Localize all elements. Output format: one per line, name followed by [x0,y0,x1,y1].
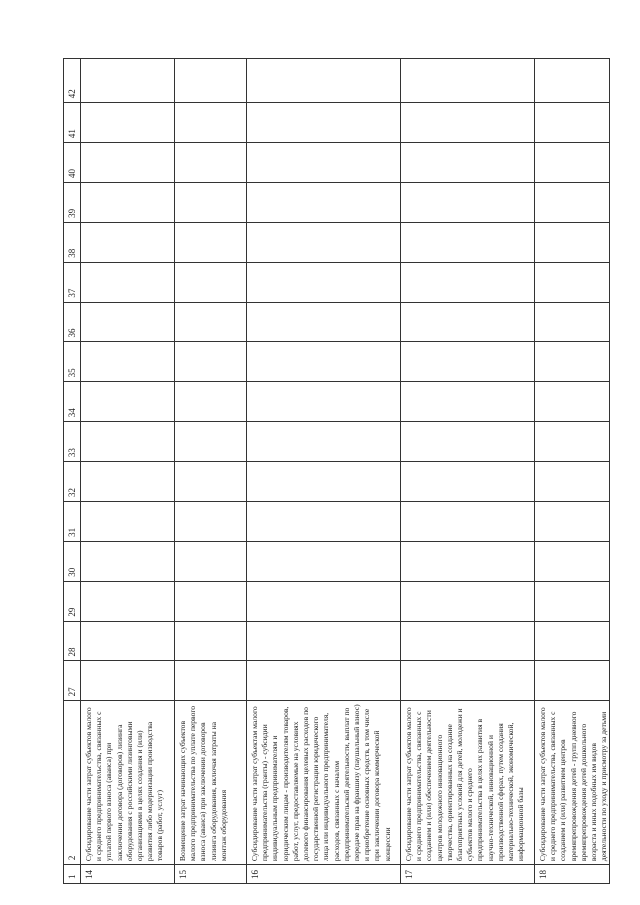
empty-cell [401,342,535,382]
empty-cell [401,422,535,462]
table-row [247,59,401,884]
table-row [175,59,247,884]
column-header: 29 [64,581,81,621]
empty-cell [247,661,401,701]
empty-cell [175,103,247,143]
table-row [401,59,535,884]
column-header: 2 [64,701,81,865]
data-table [63,58,610,884]
empty-cell [535,502,610,542]
empty-cell [175,382,247,422]
empty-cell [535,661,610,701]
empty-cell [81,621,175,661]
empty-cell [175,422,247,462]
empty-cell [535,541,610,581]
column-header: 37 [64,262,81,302]
empty-cell [81,422,175,462]
empty-cell [535,143,610,183]
column-header: 1 [64,865,81,884]
empty-cell [81,661,175,701]
column-header: 27 [64,661,81,701]
empty-cell [401,462,535,502]
empty-cell [401,143,535,183]
empty-cell [81,103,175,143]
empty-cell [175,621,247,661]
empty-cell [81,262,175,302]
empty-cell [175,262,247,302]
empty-cell [81,581,175,621]
column-header: 41 [64,103,81,143]
column-header: 36 [64,302,81,342]
empty-cell [535,382,610,422]
column-header: 31 [64,502,81,542]
empty-cell [175,462,247,502]
empty-cell [81,541,175,581]
row-number: 18 [535,865,610,884]
empty-cell [81,143,175,183]
empty-cell [247,422,401,462]
empty-cell [401,502,535,542]
empty-cell [247,621,401,661]
empty-cell [81,183,175,223]
empty-cell [175,661,247,701]
empty-cell [401,621,535,661]
row-number: 17 [401,865,535,884]
row-number: 16 [247,865,401,884]
row-description: Субсидирование части затрат субъектов малого и среднего предпринимательства, связанных с созданием и (или) развитием центров времяпрепровождения детей - групп дневного времяпрепровождения детей дошкольного возраста и иных подобных им видов деятельности по уходу и присмотру за детьми [535,701,610,865]
empty-cell [247,222,401,262]
column-header: 32 [64,462,81,502]
empty-cell [535,621,610,661]
column-header: 34 [64,382,81,422]
empty-cell [247,462,401,502]
empty-cell [247,59,401,103]
table-row [81,59,175,884]
empty-cell [247,382,401,422]
empty-cell [247,581,401,621]
empty-cell [81,462,175,502]
empty-cell [401,302,535,342]
row-description: Субсидирование части затрат субъектам малого предпринимательства (гранты) - субсидии индивидуальным предпринимателям и юридическим лицам - производителям товаров, работ, услуг, предоставляемые на условиях долевого финансирования целевых расходов по государственной регистрации юридического лица или индивидуального предпринимателя, расходов, связанных с началом предпринимательской деятельности, выплат по передаче прав на франшизу (паушальный взнос) и приобретение основных средств, в том числе при заключении договора коммерческой концессии [247,701,401,865]
empty-cell [401,59,535,103]
column-header: 28 [64,621,81,661]
empty-cell [535,183,610,223]
empty-cell [175,222,247,262]
empty-cell [535,302,610,342]
empty-cell [81,222,175,262]
empty-cell [535,103,610,143]
empty-cell [247,143,401,183]
empty-cell [175,581,247,621]
header-row [64,59,81,884]
column-header: 30 [64,541,81,581]
empty-cell [535,342,610,382]
empty-cell [535,262,610,302]
empty-cell [175,143,247,183]
empty-cell [247,541,401,581]
empty-cell [535,59,610,103]
empty-cell [535,222,610,262]
empty-cell [175,342,247,382]
empty-cell [401,661,535,701]
row-number: 14 [81,865,175,884]
row-number: 15 [175,865,247,884]
empty-cell [401,382,535,422]
column-header: 35 [64,342,81,382]
empty-cell [81,382,175,422]
table-row [535,59,610,884]
row-description: Возмещение затрат начинающих субъектов малого предпринимательства по уплате первого взноса (аванса) при заключении договоров лизинга оборудования, включая затраты на монтаж оборудования [175,701,247,865]
empty-cell [175,541,247,581]
empty-cell [247,183,401,223]
empty-cell [247,502,401,542]
empty-cell [247,302,401,342]
column-header: 38 [64,222,81,262]
empty-cell [81,502,175,542]
empty-cell [175,502,247,542]
empty-cell [401,541,535,581]
empty-cell [175,302,247,342]
table-frame [63,58,609,884]
empty-cell [175,59,247,103]
column-header: 33 [64,422,81,462]
empty-cell [175,183,247,223]
empty-cell [401,183,535,223]
empty-cell [81,342,175,382]
column-header: 39 [64,183,81,223]
empty-cell [401,222,535,262]
empty-cell [247,262,401,302]
empty-cell [535,462,610,502]
empty-cell [535,581,610,621]
empty-cell [81,59,175,103]
column-header: 40 [64,143,81,183]
empty-cell [247,342,401,382]
rotated-sheet [63,58,609,884]
empty-cell [401,581,535,621]
empty-cell [401,103,535,143]
empty-cell [81,302,175,342]
empty-cell [535,422,610,462]
column-header: 42 [64,59,81,103]
row-description: Субсидирование части затрат субъектов малого и среднего предпринимательства, связанных с уплатой первого взноса (аванса) при заключении договора (договоров) лизинга оборудования с российскими лизинговыми организациями в целях создания и (или) развития либо модернизации производства товаров (работ, услуг) [81,701,175,865]
empty-cell [247,103,401,143]
empty-cell [401,262,535,302]
row-description: Субсидирование части затрат субъектов малого и среднего предпринимательства, связанных с созданием и (или) обеспечением деятельности центров молодежного инновационного творчества, ориентированных на создание благоприятных условий для детей, молодежи и субъектов малого и среднего предпринимательства в целях их развития в научно-технической, инновационной и производственной сферах, путем создания материально-технической, экономической, информационной базы [401,701,535,865]
